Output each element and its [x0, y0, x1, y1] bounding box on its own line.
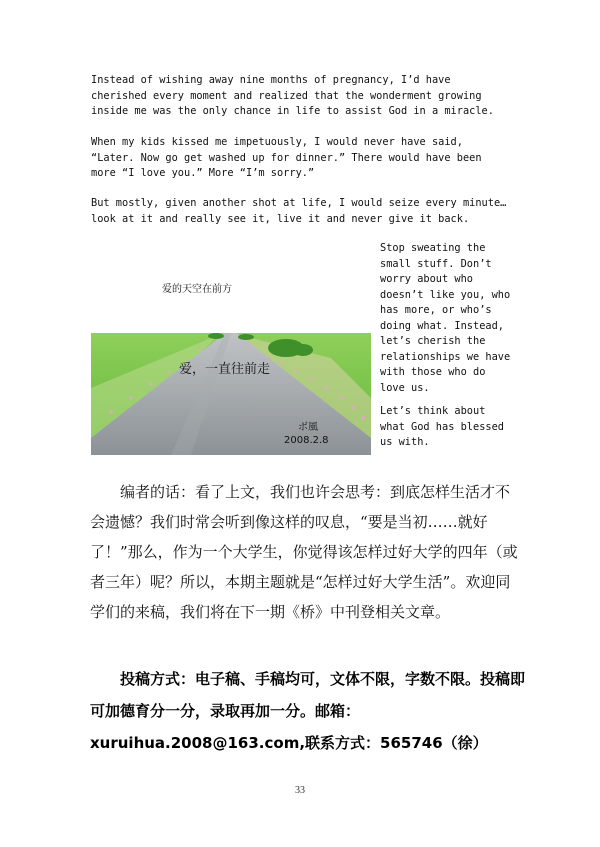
paragraph-kids: When my kids kissed me impetuously, I would never have said, “Later. Now go get washed up for dinner.” There would have been more “I love you.” More “I’m sorry.”: [91, 136, 482, 179]
image-date: 2008.2.8: [284, 435, 329, 446]
page-number: 33: [295, 785, 305, 796]
editor-note: 编者的话：看了上文，我们也许会思考：到底怎样生活才不会遗憾？我们时常会听到像这样的叹息，“要是当初……就好了！”那么，作为一个大学生，你觉得该怎样过好大学的四年（或者三年）呢？所以，本期主题就是“怎样过好大学生活”。欢迎同学们的来稿，我们将在下一期《桥》中刊登相关文章。: [90, 483, 518, 621]
side-paragraph-stop-sweating: Stop sweating the small stuff. Don’t worry about who doesn’t like you, who has more, or who’s doing what. Instead, let’s cherish the relationships we have with those who do love us.: [380, 242, 511, 394]
paragraph-another-shot: But mostly, given another shot at life, I would seize every minute… look at it and really see it, live it and never give it back.: [91, 197, 507, 225]
submission-contact: 投稿方式：电子稿、手稿均可，文体不限，字数不限。投稿即可加德育分一分，录取再加一分。邮箱：xuruihua.2008@163.com,联系方式：565746（徐）: [90, 670, 526, 752]
side-paragraph-blessings: Let’s think about what God has blessed us with.: [380, 405, 504, 448]
side-text-block: [380, 241, 515, 459]
image-signature: ボ風: [298, 422, 318, 433]
image-caption-top: 爱的天空在前方: [162, 284, 232, 295]
image-caption-middle: 爱，一直往前走: [179, 362, 271, 377]
paragraph-pregnancy: Instead of wishing away nine months of pregnancy, I’d have cherished every moment and realized that the wonderment growing inside me was the only chance in life to assist God in a miracle.: [91, 74, 494, 117]
road-photo: [91, 238, 371, 455]
